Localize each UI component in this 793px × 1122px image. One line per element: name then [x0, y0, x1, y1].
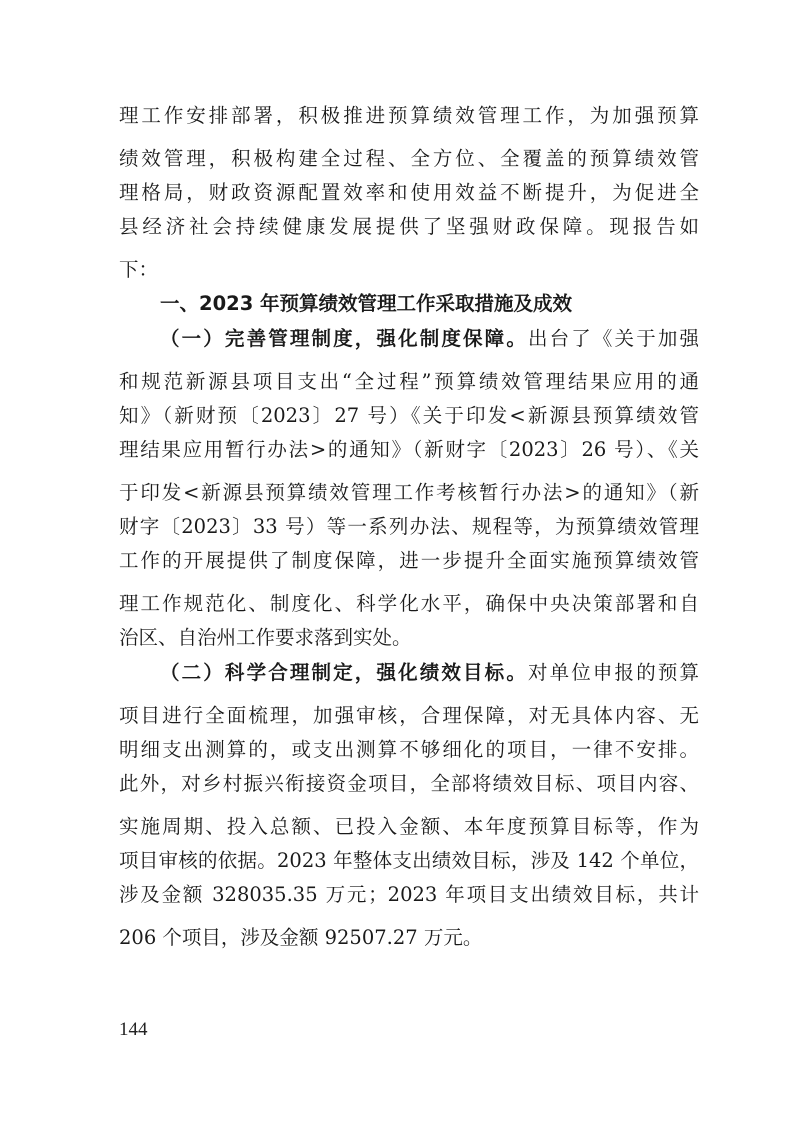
section-heading: 一、2023 年预算绩效管理工作采取措施及成效: [160, 292, 573, 315]
body-text-line: 知》（新财预〔2023〕27 号）《关于印发<新源县预算绩效管: [119, 404, 699, 427]
item-two-first-line: [160, 659, 699, 687]
item-one-first-line: [160, 325, 699, 353]
item-two-first-line-rest: 对单位申报的预算: [527, 661, 699, 684]
body-text-line: 206 个项目，涉及金额 92507.27 万元。: [119, 926, 483, 949]
body-text-line: 理工作规范化、制度化、科学化水平，确保中央决策部署和自: [119, 592, 699, 615]
body-text-line: 治区、自治州工作要求落到实处。: [119, 626, 412, 649]
body-text-line: 下：: [119, 258, 159, 281]
body-text-line: 财字〔2023〕33 号）等一系列办法、规程等，为预算绩效管理: [119, 515, 699, 538]
body-text-line: 县经济社会持续健康发展提供了坚强财政保障。现报告如: [119, 215, 699, 238]
item-two-title: （二）科学合理制定，强化绩效目标。: [160, 661, 528, 684]
body-text-line: 工作的开展提供了制度保障，进一步提升全面实施预算绩效管: [119, 549, 699, 572]
body-text-line: 项目审核的依据。2023 年整体支出绩效目标，涉及 142 个单位，: [119, 849, 699, 872]
body-text-line: 实施周期、投入总额、已投入金额、本年度预算目标等，作为: [119, 815, 699, 838]
item-one-first-line-rest: 出台了《关于加强: [527, 327, 699, 350]
page-number: 144: [119, 1019, 148, 1040]
body-text-line: 此外，对乡村振兴衔接资金项目，全部将绩效目标、项目内容、: [119, 772, 699, 795]
item-one-title: （一）完善管理制度，强化制度保障。: [160, 327, 528, 350]
body-text-line: 项目进行全面梳理，加强审核，合理保障，对无具体内容、无: [119, 704, 699, 727]
body-text-line: 于印发<新源县预算绩效管理工作考核暂行办法>的通知》（新: [119, 481, 699, 504]
body-text-line: 理结果应用暂行办法>的通知》（新财字〔2023〕26 号）、《关: [119, 438, 699, 461]
body-text-line: 明细支出测算的，或支出测算不够细化的项目，一律不安排。: [119, 738, 699, 761]
body-text-line: 涉及金额 328035.35 万元；2023 年项目支出绩效目标，共计: [119, 883, 699, 906]
body-text-line: 和规范新源县项目支出“全过程”预算绩效管理结果应用的通: [119, 370, 699, 393]
body-text-line: 理工作安排部署，积极推进预算绩效管理工作，为加强预算: [119, 104, 699, 127]
body-text-line: 理格局，财政资源配置效率和使用效益不断提升，为促进全: [119, 181, 699, 204]
body-text-line: 绩效管理，积极构建全过程、全方位、全覆盖的预算绩效管: [119, 147, 699, 170]
